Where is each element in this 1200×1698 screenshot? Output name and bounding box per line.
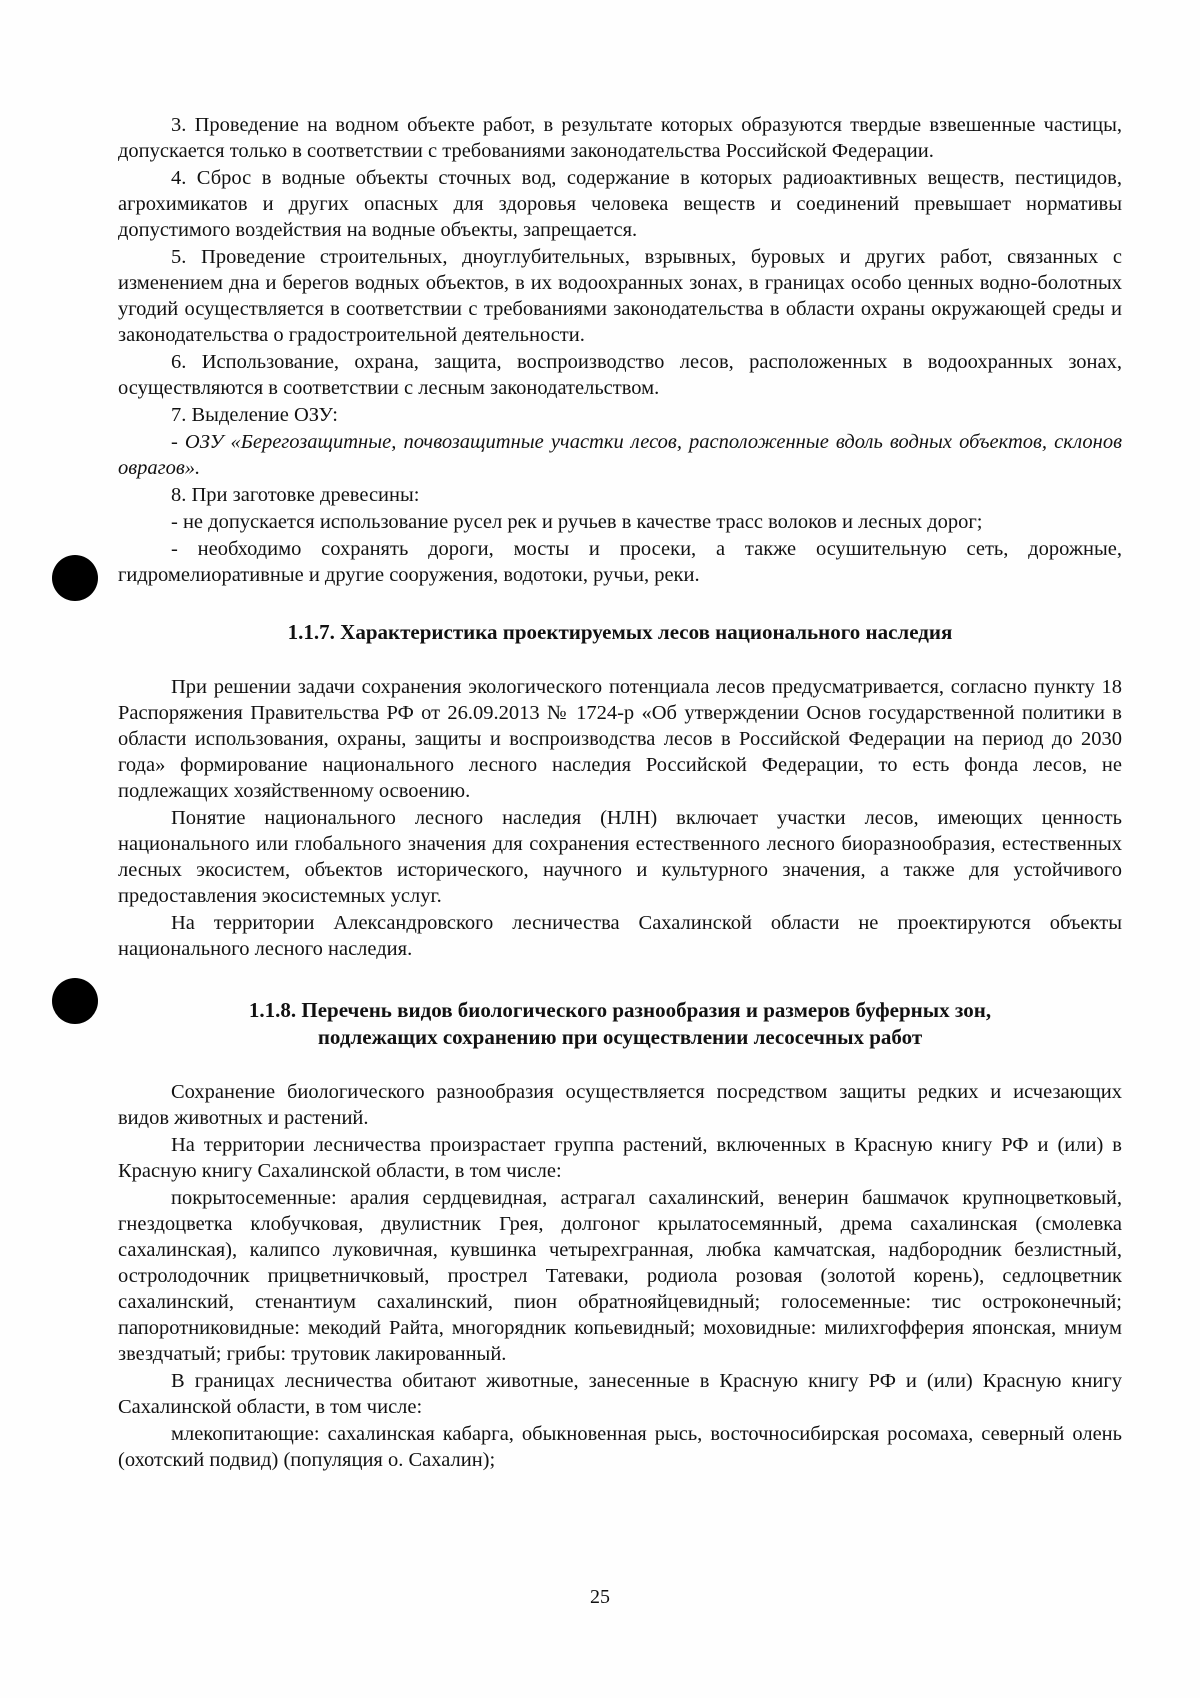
paragraph: При решении задачи сохранения экологического потенциала лесов предусматривается, согласно пункту 18 Распоряжения Правительства РФ от 26.09.2013 № 1724-р «Об утверждении Основ государственной политики в области использования, охраны, защиты и воспроизводства лесов в Российской Федерации на период до 2030 года» формирование национального лесного наследия Российской Федерации, то есть фонда лесов, не подлежащих хозяйственному освоению. <box>118 676 1122 802</box>
paragraph: В границах лесничества обитают животные, занесенные в Красную книгу РФ и (или) Красную книгу Сахалинской области, в том числе: <box>118 1370 1122 1418</box>
paragraph: - необходимо сохранять дороги, мосты и просеки, а также осушительную сеть, дорожные, гидромелиоративные и другие сооружения, водотоки, ручьи, реки. <box>118 538 1122 586</box>
binder-hole-bottom <box>52 978 98 1024</box>
section-heading-1-1-7: 1.1.7. Характеристика проектируемых лесов национального наследия <box>287 620 953 644</box>
page-number: 25 <box>590 1586 610 1608</box>
paragraph: Сохранение биологического разнообразия осуществляется посредством защиты редких и исчезающих видов животных и растений. <box>118 1081 1122 1129</box>
paragraph: На территории лесничества произрастает группа растений, включенных в Красную книгу РФ и (или) в Красную книгу Сахалинской области, в том числе: <box>118 1134 1122 1182</box>
binder-hole-top <box>52 555 98 601</box>
paragraph: - не допускается использование русел рек и ручьев в качестве трасс волоков и лесных дорог; <box>171 511 983 533</box>
paragraph: 4. Сброс в водные объекты сточных вод, содержание в которых радиоактивных веществ, пестицидов, агрохимикатов и других опасных для здоровья человека веществ и соединений превышает нормативы допустимого воздействия на водные объекты, запрещается. <box>118 167 1122 241</box>
ozu-item: - ОЗУ «Берегозащитные, почвозащитные участки лесов, расположенные вдоль водных объектов, склонов оврагов». <box>118 431 1122 479</box>
paragraph: 8. При заготовке древесины: <box>171 484 420 506</box>
paragraph: 7. Выделение ОЗУ: <box>171 404 338 426</box>
paragraph: покрытосеменные: аралия сердцевидная, астрагал сахалинский, венерин башмачок крупноцветковый, гнездоцветка клобучковая, двулистник Грея, долгоног крылатосемянный, дрема сахалинская (смолевка сахалинская), калипсо луковичная, кувшинка четырехгранная, любка камчатская, надбородник безлистный, остролодочник прицветничковый, прострел Татеваки, родиола розовая (золотой корень), седлоцветник сахалинский, стенантиум сахалинский, пион обратнояйцевидный; голосеменные: тис остроконечный; папоротниковидные: мекодий Райта, многорядник копьевидный; моховидные: милихгофферия японская, мниум звездчатый; грибы: трутовик лакированный. <box>118 1187 1122 1365</box>
paragraph: 3. Проведение на водном объекте работ, в результате которых образуются твердые взвешенные частицы, допускается только в соответствии с требованиями законодательства Российской Федерации. <box>118 114 1122 162</box>
paragraph: На территории Александровского лесничества Сахалинской области не проектируются объекты национального лесного наследия. <box>118 912 1122 960</box>
paragraph: млекопитающие: сахалинская кабарга, обыкновенная рысь, восточносибирская росомаха, северный олень (охотский подвид) (популяция о. Сахалин); <box>118 1423 1122 1471</box>
paragraph: 5. Проведение строительных, дноуглубительных, взрывных, буровых и других работ, связанных с изменением дна и берегов водных объектов, в их водоохранных зонах, в границах особо ценных водно-болотных угодий осуществляется в соответствии с требованиями законодательства в области охраны окружающей среды и законодательства о градостроительной деятельности. <box>118 246 1122 346</box>
section-heading-1-1-8-line1: 1.1.8. Перечень видов биологического разнообразия и размеров буферных зон, <box>248 998 992 1022</box>
section-heading-1-1-8-line2: подлежащих сохранению при осуществлении лесосечных работ <box>317 1025 923 1049</box>
paragraph: 6. Использование, охрана, защита, воспроизводство лесов, расположенных в водоохранных зонах, осуществляются в соответствии с лесным законодательством. <box>118 351 1122 399</box>
paragraph: Понятие национального лесного наследия (НЛН) включает участки лесов, имеющих ценность национального или глобального значения для сохранения естественного лесного биоразнообразия, естественных лесных экосистем, объектов исторического, научного и культурного значения, а также для устойчивого предоставления экосистемных услуг. <box>118 807 1122 907</box>
